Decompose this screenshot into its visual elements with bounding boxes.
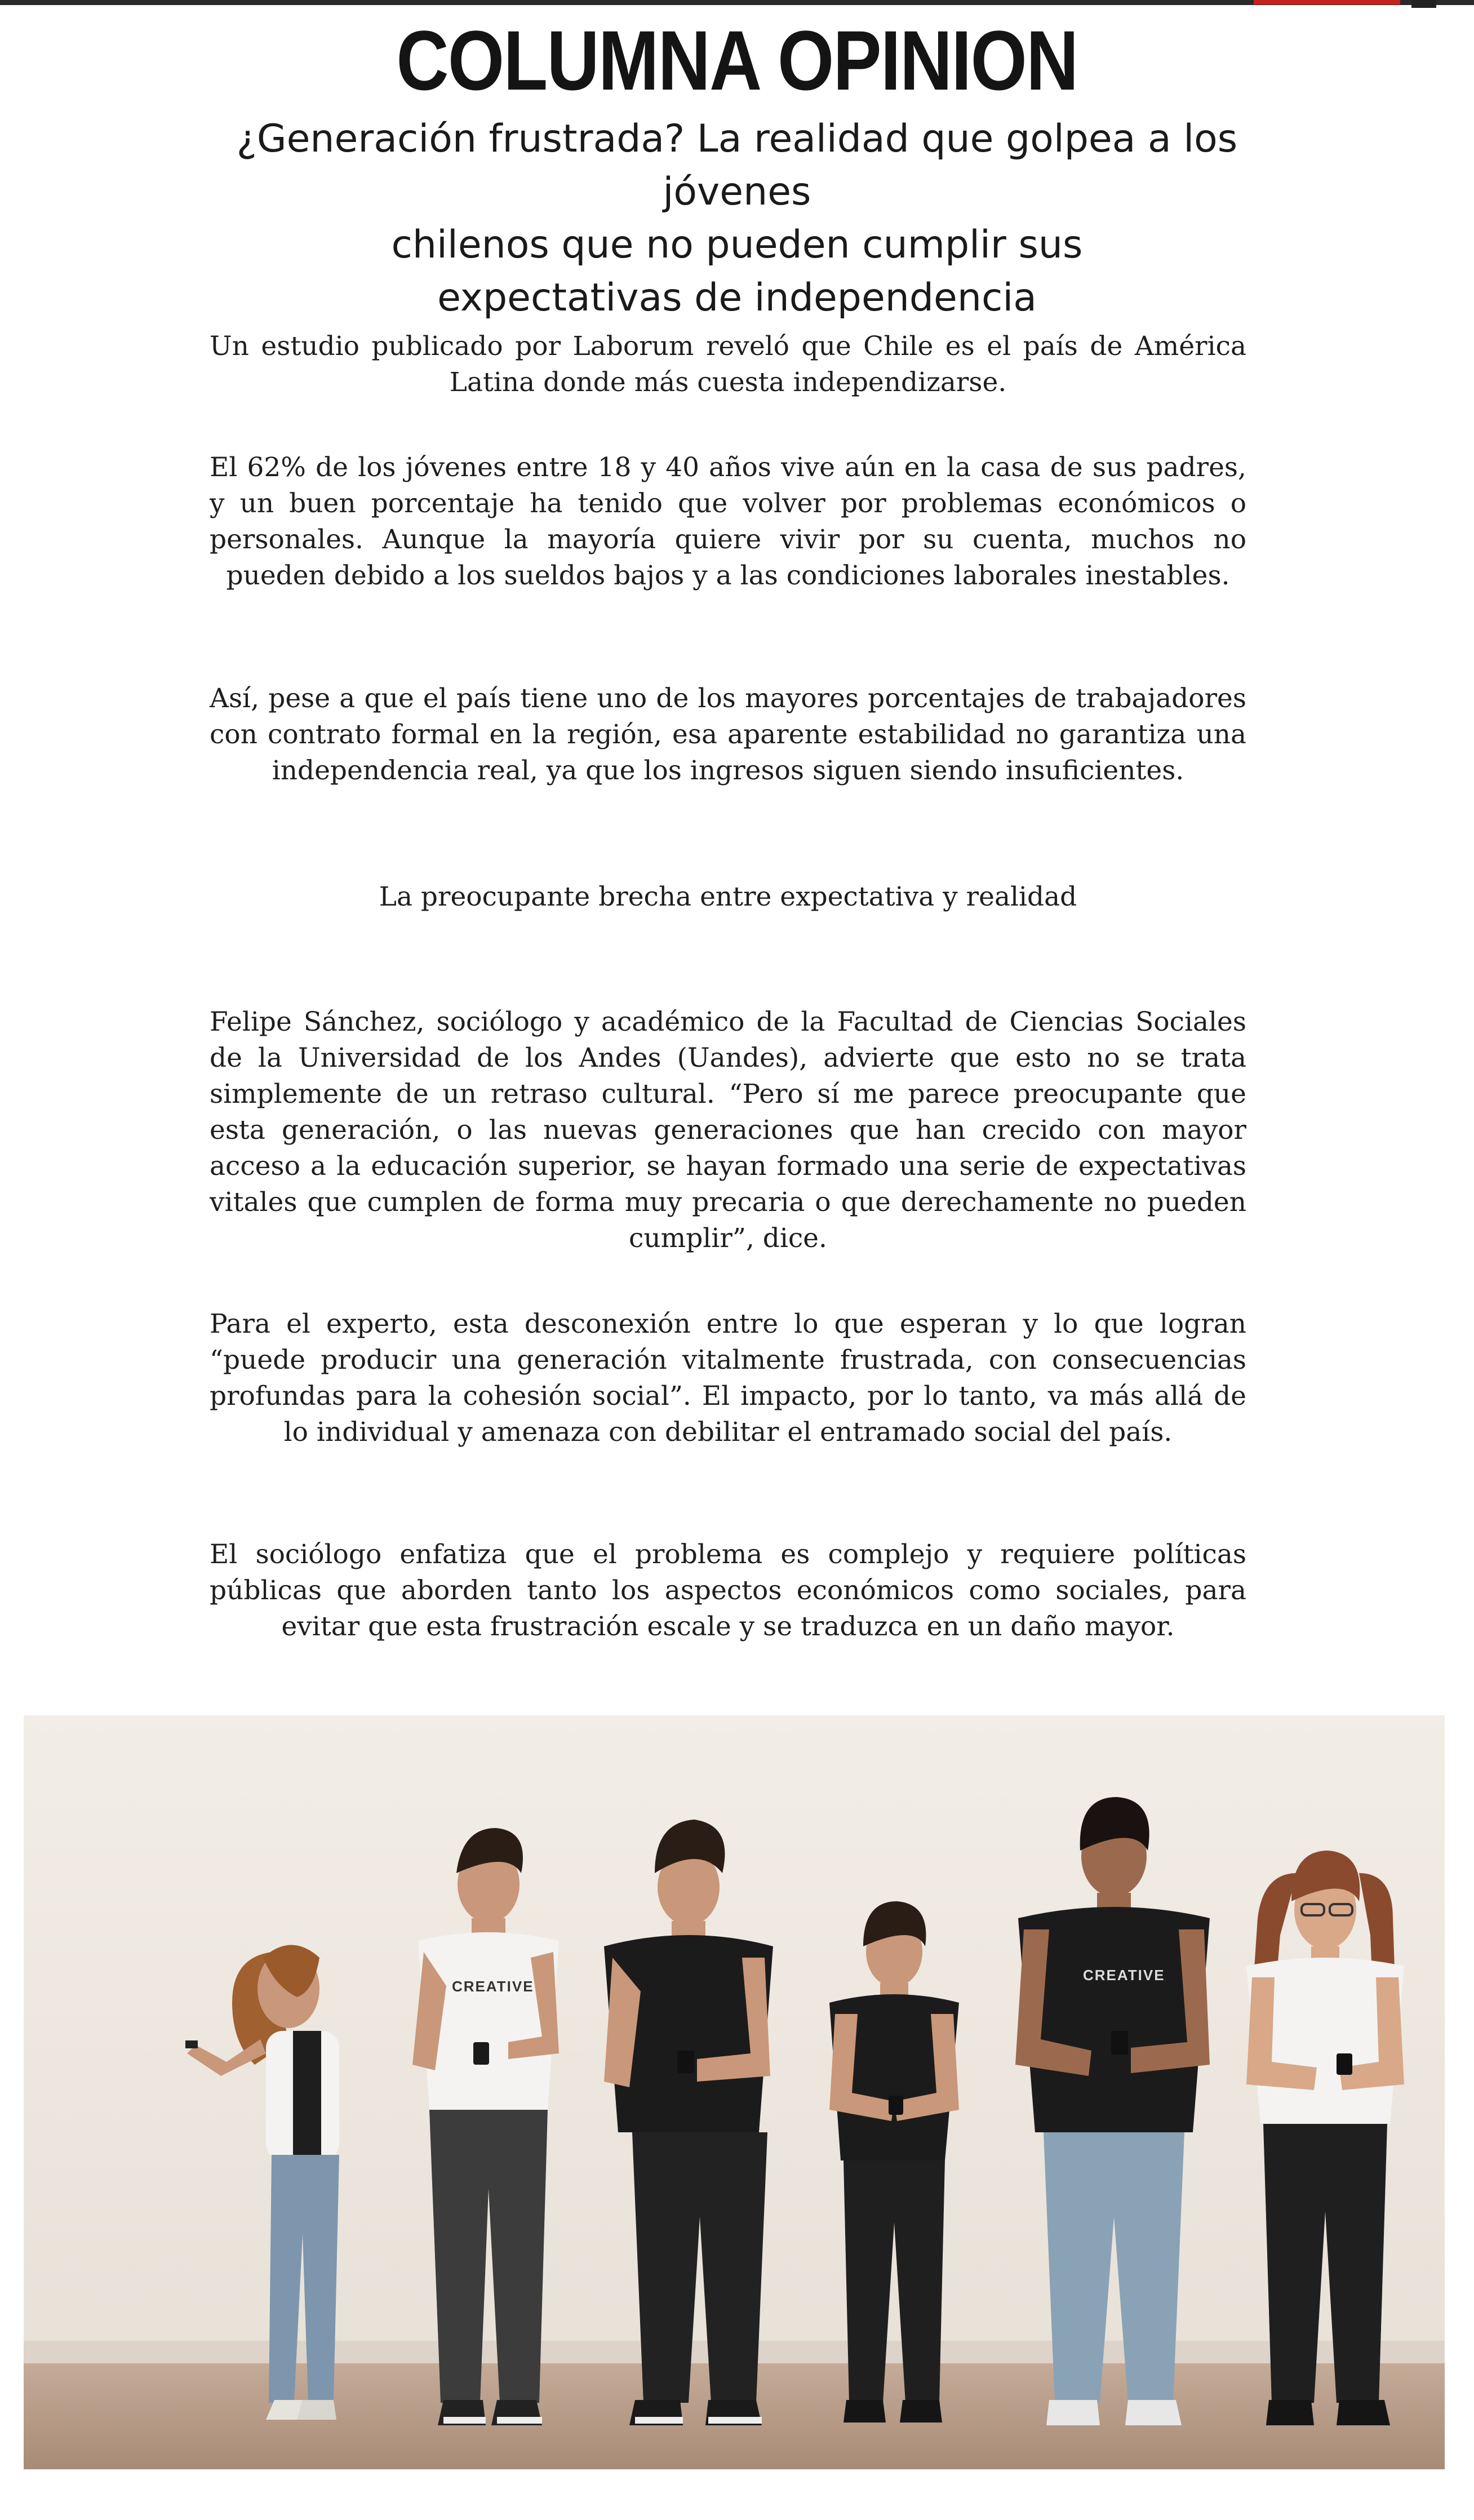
paragraph-3: Así, pese a que el país tiene uno de los mayores porcentajes de trabajadores con contrato formal en la región, esa aparente estabilidad no garantiza una independencia real, ya que los ingresos siguen siendo insuficientes.: [210, 683, 1246, 786]
shirt-print-1: CREATIVE: [452, 1978, 534, 1995]
top-page-tab: [1411, 0, 1436, 8]
photo-illustration: [24, 1715, 1445, 2469]
headline-line-3: expectativas de independencia: [437, 276, 1037, 320]
top-red-marker: [1254, 0, 1400, 5]
article-headline: [186, 113, 1288, 325]
paragraph-6: El sociólogo enfatiza que el problema es complejo y requiere políticas públicas que aborden tanto los aspectos económicos como sociales, para evitar que esta frustración escale y se traduzca en un daño mayor.: [210, 1539, 1246, 1642]
shirt-print-2: CREATIVE: [1083, 1967, 1165, 1984]
paragraph-4: Felipe Sánchez, sociólogo y académico de la Facultad de Ciencias Sociales de la Universidad de los Andes (Uandes), advierte que esto no se trata simplemente de un retraso cultural. “Pero sí me parece preocupante que esta generación, o las nuevas generaciones que han crecido con mayor acceso a la educación superior, se hayan formado una serie de expectativas vitales que cumplen de forma muy precaria o que derechamente no pueden cumplir”, dice.: [210, 1006, 1246, 1254]
paragraph-5: Para el experto, esta desconexión entre lo que esperan y lo que logran “puede producir una generación vitalmente frustrada, con consecuencias profundas para la cohesión social”. El impacto, por lo tanto, va más allá de lo individual y amenaza con debilitar el entramado social del país.: [210, 1308, 1246, 1448]
section-label: COLUMNA OPINION: [396, 13, 1078, 108]
article-photo: [24, 1715, 1445, 2469]
top-rule: [0, 0, 1474, 5]
paragraph-2: El 62% de los jóvenes entre 18 y 40 años vive aún en la casa de sus padres, y un buen porcentaje ha tenido que volver por problemas económicos o personales. Aunque la mayoría quiere vivir por su cuenta, muchos no pueden debido a los sueldos bajos y a las condiciones laborales inestables.: [210, 452, 1246, 591]
article-subheading: La preocupante brecha entre expectativa y realidad: [379, 881, 1077, 912]
headline-line-2: chilenos que no pueden cumplir sus: [391, 223, 1083, 267]
paragraph-1: Un estudio publicado por Laborum reveló que Chile es el país de América Latina donde más cuesta independizarse.: [210, 331, 1246, 398]
headline-line-1: ¿Generación frustrada? La realidad que golpea a los jóvenes: [236, 117, 1238, 214]
